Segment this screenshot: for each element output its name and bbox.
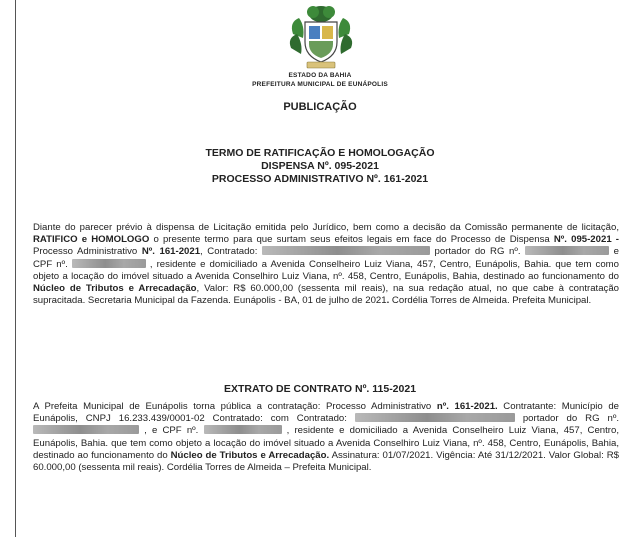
redacted-name [355,413,515,422]
redacted-rg [33,425,139,434]
contract-paragraph: A Prefeita Municipal de Eunápolis torna pública a contratação: Processo Administrativo nº. 161-2021. Contratante: Município de Eunápolis, CNPJ 16.233.439/0001-02 Contratado: com Contratado: portador do RG nº. , e CPF nº. , residente e domiciliado a Avenida Conselheiro Luiz Viana, 457, Centro, Eunápolis, Bahia. que tem como objeto a locação do imóvel situado a Avenida Conselhiro Luiz Viana, nº. 458, Centro, Eunápolis, Bahia, destinado ao funcionamento do Núcleo de Tributos e Arrecadação. Assinatura: 01/07/2021. Vigência: Até 31/12/2021. Valor Global: R$ 60.000,00 (sessenta mil reais). Cordélia Torres de Almeida – Prefeita Municipal. [33,401,620,474]
redacted-cpf [204,425,282,434]
redacted-name [262,246,430,255]
dispensa-number: DISPENSA Nº. 095-2021 [261,160,379,172]
state-name: ESTADO DA BAHIA [288,72,352,79]
prefecture-name: PREFEITURA MUNICIPAL DE EUNÁPOLIS [252,81,388,88]
process-number: PROCESSO ADMINISTRATIVO Nº. 161-2021 [211,173,429,185]
document-title: TERMO DE RATIFICAÇÃO E HOMOLOGAÇÃO [205,147,435,159]
contract-title: EXTRATO DE CONTRATO Nº. 115-2021 [223,383,417,395]
municipal-coat-of-arms-icon [287,4,355,70]
publication-heading: PUBLICAÇÃO [283,101,357,113]
ratification-paragraph: Diante do parecer prévio à dispensa de Licitação emitida pelo Jurídico, bem como a decisão da Comissão permanente de licitação, RATIFICO e HOMOLOGO o presente termo para que surtam seus efeitos legais em face do Processo de Dispensa Nº. 095-2021 - Processo Administrativo Nº. 161-2021, Contratado: portador do RG nº. e CPF nº. , residente e domiciliado a Avenida Conselheiro Luiz Viana, 457, Centro, Eunápolis, Bahia. que tem como objeto a locação do imóvel situado a Avenida Conselhiro Luiz Viana, nº. 458, Centro, Eunápolis, Bahia, destinado ao funcionamento do Núcleo de Tributos e Arrecadação, Valor: R$ 60.000,00 (sessenta mil reais), na sua redação atual, no que cabe à contratação supracitada. Secretaria Municipal da Fazenda. Eunápolis - BA, 01 de julho de 2021. Cordélia Torres de Almeida. Prefeita Municipal. [33,222,620,307]
redacted-rg [525,246,609,255]
redacted-cpf [72,259,146,268]
